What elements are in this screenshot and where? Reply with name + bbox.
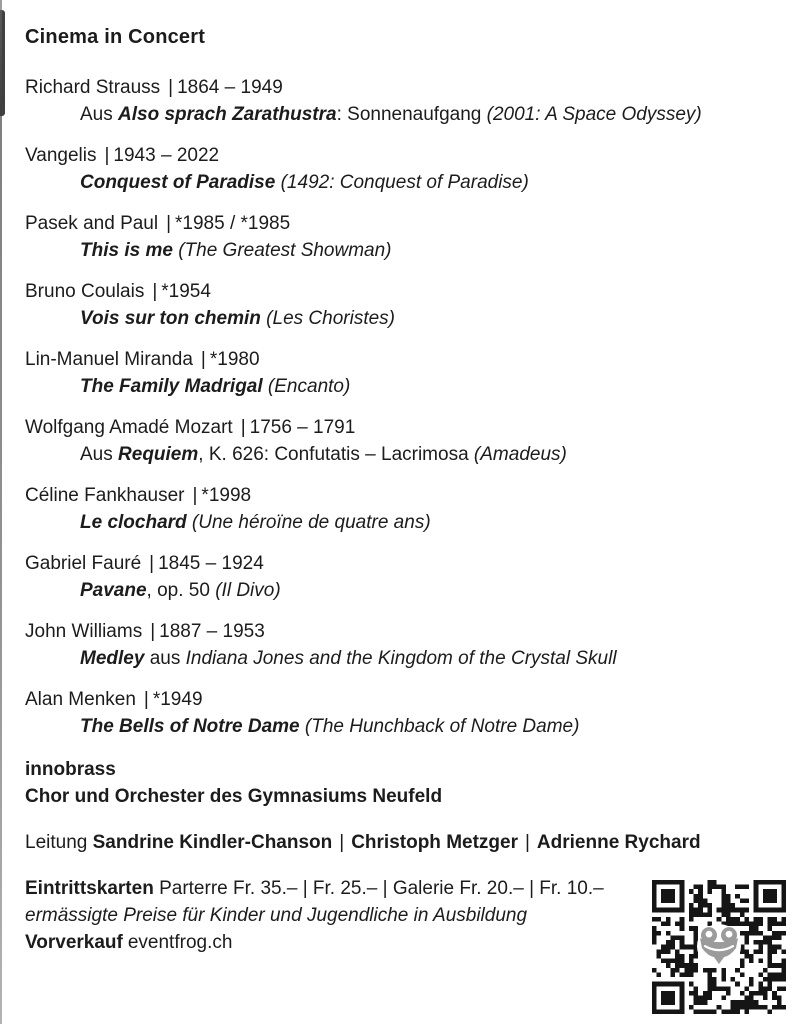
piece-line xyxy=(25,373,785,400)
composer-name: Gabriel Fauré xyxy=(25,553,142,574)
piece-segment: (Il Divo) xyxy=(215,580,281,601)
separator-bar: | xyxy=(240,417,246,438)
composer-name: Céline Fankhauser xyxy=(25,485,185,506)
composer-name: Richard Strauss xyxy=(25,77,161,98)
composer-name: John Williams xyxy=(25,621,143,642)
ensemble-block xyxy=(25,756,785,810)
program-entry xyxy=(25,686,785,740)
piece-segment: , K. 626: Confutatis – Lacrimosa xyxy=(198,444,474,465)
separator-bar: | xyxy=(192,485,198,506)
presale-line xyxy=(25,929,650,956)
composer-line xyxy=(25,618,785,645)
piece-segment: Vois sur ton chemin xyxy=(80,308,261,329)
conductors-line xyxy=(25,829,785,856)
composer-dates: *1980 xyxy=(209,349,260,370)
tickets-block xyxy=(25,875,650,956)
composer-dates: 1887 – 1953 xyxy=(159,621,265,642)
ticket-prices: Parterre Fr. 35.– | Fr. 25.– | Galerie Fr. 20.– | Fr. 10.– xyxy=(153,878,604,899)
piece-segment: (The Greatest Showman) xyxy=(172,240,392,261)
composer-line xyxy=(25,686,785,713)
ticket-prices-line xyxy=(25,875,650,902)
program-entry xyxy=(25,74,785,128)
composer-name: Vangelis xyxy=(25,145,97,166)
presale-label: Vorverkauf xyxy=(25,932,123,953)
tickets-label: Eintrittskarten xyxy=(25,878,154,899)
separator-bar: | xyxy=(200,349,206,370)
composer-line xyxy=(25,278,785,305)
program-entry xyxy=(25,210,785,264)
presale-link[interactable]: eventfrog.ch xyxy=(127,932,233,953)
piece-segment: The Bells of Notre Dame xyxy=(80,716,300,737)
separator-bar: | xyxy=(339,832,345,853)
program-entry xyxy=(25,482,785,536)
composer-line xyxy=(25,550,785,577)
program-entry xyxy=(25,346,785,400)
piece-segment: Medley xyxy=(80,648,145,669)
piece-line xyxy=(25,577,785,604)
separator-bar: | xyxy=(150,621,156,642)
piece-segment: Conquest of Paradise xyxy=(80,172,276,193)
frog-icon xyxy=(696,924,742,968)
conductor-name: Adrienne Rychard xyxy=(536,832,701,853)
composer-dates: 1864 – 1949 xyxy=(177,77,283,98)
piece-segment: (Encanto) xyxy=(262,376,351,397)
composer-dates: *1954 xyxy=(161,281,211,302)
separator-bar: | xyxy=(166,213,172,234)
piece-segment: (2001: A Space Odyssey) xyxy=(486,104,702,125)
piece-line xyxy=(25,509,785,536)
piece-line xyxy=(25,645,785,672)
composer-name: Pasek and Paul xyxy=(25,213,159,234)
piece-segment: (The Hunchback of Notre Dame) xyxy=(299,716,580,737)
discount-note: ermässigte Preise für Kinder und Jugendliche in Ausbildung xyxy=(25,905,528,926)
composer-name: Wolfgang Amadé Mozart xyxy=(25,417,233,438)
piece-segment: The Family Madrigal xyxy=(80,376,263,397)
scan-artifact-edge xyxy=(0,0,2,1024)
piece-line xyxy=(25,441,785,468)
ensemble-name: innobrass xyxy=(25,759,116,780)
program-entry xyxy=(25,414,785,468)
separator-bar: | xyxy=(524,832,530,853)
composer-dates: 1756 – 1791 xyxy=(249,417,356,438)
piece-segment: Le clochard xyxy=(80,512,187,533)
piece-segment: Also sprach Zarathustra xyxy=(118,104,337,125)
composer-dates: *1985 / *1985 xyxy=(175,213,291,234)
piece-segment: (Les Choristes) xyxy=(260,308,395,329)
piece-segment: Pavane xyxy=(80,580,147,601)
program-content xyxy=(25,24,785,956)
page-title: Cinema in Concert xyxy=(25,26,206,48)
composer-line xyxy=(25,346,785,373)
piece-segment: Aus xyxy=(80,104,119,125)
composer-line xyxy=(25,210,785,237)
separator-bar: | xyxy=(149,553,155,574)
composer-dates: 1943 – 2022 xyxy=(113,145,220,166)
composer-name: Alan Menken xyxy=(25,689,136,710)
piece-line xyxy=(25,305,785,332)
piece-line xyxy=(25,169,785,196)
composer-line xyxy=(25,142,785,169)
piece-line xyxy=(25,237,785,264)
piece-segment: (Amadeus) xyxy=(473,444,567,465)
composer-line xyxy=(25,74,785,101)
program-entry xyxy=(25,142,785,196)
composer-name: Bruno Coulais xyxy=(25,281,145,302)
leitung-label: Leitung xyxy=(25,832,93,853)
separator-bar: | xyxy=(152,281,158,302)
piece-segment: Requiem xyxy=(118,444,199,465)
program-entry xyxy=(25,618,785,672)
separator-bar: | xyxy=(168,77,174,98)
separator-bar: | xyxy=(104,145,110,166)
piece-line xyxy=(25,713,785,740)
qr-code xyxy=(652,880,786,1014)
composer-line xyxy=(25,482,785,509)
composer-dates: *1949 xyxy=(152,689,203,710)
composer-dates: 1845 – 1924 xyxy=(158,553,264,574)
program-entry xyxy=(25,278,785,332)
piece-segment: , op. 50 xyxy=(146,580,216,601)
ensemble-orchestra: Chor und Orchester des Gymnasiums Neufeld xyxy=(25,786,443,807)
piece-segment: (1492: Conquest of Paradise) xyxy=(275,172,529,193)
piece-segment: Aus xyxy=(80,444,119,465)
conductor-name: Christoph Metzger xyxy=(351,832,518,853)
program-entry xyxy=(25,550,785,604)
piece-segment: Indiana Jones and the Kingdom of the Crystal Skull xyxy=(185,648,617,669)
piece-line xyxy=(25,101,785,128)
piece-segment: This is me xyxy=(80,240,173,261)
composer-name: Lin-Manuel Miranda xyxy=(25,349,193,370)
piece-segment: (Une héroïne de quatre ans) xyxy=(186,512,431,533)
composer-line xyxy=(25,414,785,441)
composer-dates: *1998 xyxy=(201,485,252,506)
conductor-name: Sandrine Kindler-Chanson xyxy=(92,832,333,853)
piece-segment: aus xyxy=(144,648,186,669)
piece-segment: : Sonnenaufgang xyxy=(336,104,487,125)
separator-bar: | xyxy=(143,689,149,710)
